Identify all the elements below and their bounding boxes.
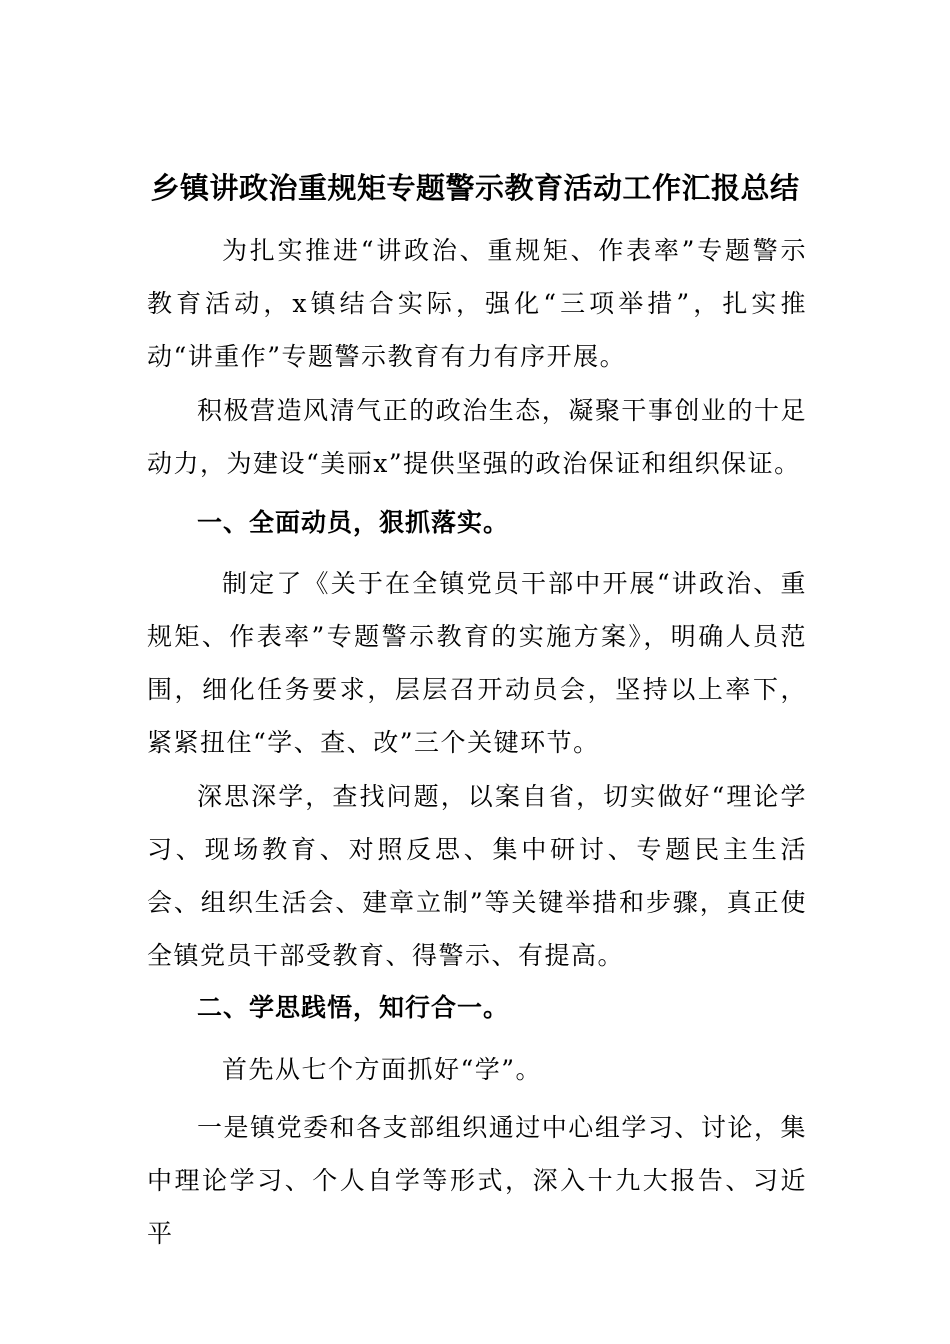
paragraph-seven-aspects: 首先从七个方面抓好“学”。: [222, 1055, 543, 1084]
section-heading-1: 一、全面动员，狠抓落实。: [197, 508, 510, 537]
document-title: 乡镇讲政治重规矩专题警示教育活动工作汇报总结: [150, 171, 800, 205]
paragraph-intro: 为扎实推进“讲政治、重规矩、作表率”专题警示教育活动，x镇结合实际，强化“三项举措”，扎实推动“讲重作”专题警示教育有力有序开展。: [147, 236, 807, 371]
paragraph-deep-study: 深思深学，查找问题，以案自省，切实做好“理论学习、现场教育、对照反思、集中研讨、专题民主生活会、组织生活会、建章立制”等关键举措和步骤，真正使全镇党员干部受教育、得警示、有提高。: [147, 782, 807, 970]
paragraph-political-ecology: 积极营造风清气正的政治生态，凝聚干事创业的十足动力，为建设“美丽x”提供坚强的政治保证和组织保证。: [147, 396, 807, 478]
section-heading-2: 二、学思践悟，知行合一。: [197, 993, 510, 1022]
paragraph-implementation-plan: 制定了《关于在全镇党员干部中开展“讲政治、重规矩、作表率”专题警示教育的实施方案》，明确人员范围，细化任务要求，层层召开动员会，坚持以上率下，紧紧扭住“学、查、改”三个关键环节。: [147, 569, 807, 757]
paragraph-study-details: 一是镇党委和各支部组织通过中心组学习、讨论，集中理论学习、个人自学等形式，深入十九大报告、习近平: [147, 1113, 807, 1248]
